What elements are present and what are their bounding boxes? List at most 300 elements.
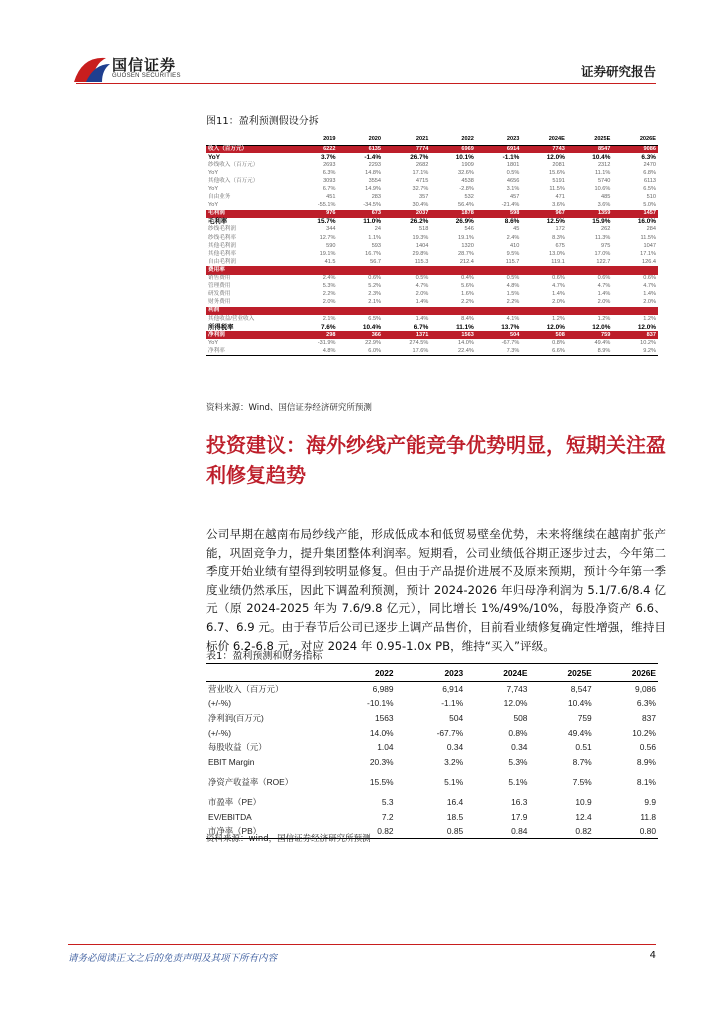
table-cell: 3554 [368, 177, 382, 184]
table-cell: 12.5% [546, 218, 565, 226]
table-cell: 11.8 [640, 811, 656, 822]
table-cell: 2682 [415, 161, 429, 168]
table-row [206, 323, 658, 331]
table-row [206, 242, 658, 250]
page-number: 4 [649, 950, 656, 961]
table-cell: -31.9% [317, 339, 336, 346]
table-cell: 7.5% [572, 777, 592, 788]
row-label: 其他毛利率 [208, 250, 236, 257]
table-cell: 2312 [597, 161, 611, 168]
table-cell: 5.6% [461, 283, 474, 290]
table-cell: 14.8% [365, 169, 382, 176]
row-label: 市净率（PB） [206, 824, 326, 839]
table-cell: 284 [646, 226, 656, 233]
table-cell: 14.0% [369, 727, 394, 738]
table-cell: 0.84 [465, 824, 529, 839]
table-cell: 18.5 [446, 811, 464, 822]
table-row [206, 202, 658, 210]
column-header [206, 135, 292, 145]
table-cell: 115.7 [505, 258, 520, 265]
table-cell: 6,989 [372, 684, 394, 695]
table-cell: 508 [521, 331, 567, 339]
table-cell: 0.8% [552, 339, 565, 346]
row-label: YoY [208, 169, 219, 176]
table-cell: 1371 [383, 331, 430, 339]
row-label: (+/-%) [208, 698, 232, 709]
table-cell: 4.7% [415, 283, 429, 290]
table-row [206, 210, 658, 218]
row-label: 净资产收益率（ROE） [208, 777, 294, 788]
row-label: 净利率 [206, 347, 292, 355]
table-cell: 262 [601, 226, 611, 233]
table-cell: 4715 [415, 177, 429, 184]
table-cell: 357 [418, 194, 429, 201]
row-label: YoY [208, 202, 219, 209]
row-label: EV/EBITDA [208, 811, 252, 822]
table-cell: 975 [601, 242, 611, 249]
table-cell: 6914 [476, 145, 522, 153]
table-cell: 29.8% [412, 250, 429, 257]
table-cell: 0.51 [575, 742, 592, 753]
table-cell [476, 307, 522, 315]
table-row [206, 682, 658, 697]
table-cell: 12.0% [637, 323, 656, 331]
table-cell: 6,914 [442, 684, 464, 695]
table-cell: 3.6% [552, 202, 565, 209]
table-cell: 9.9 [644, 797, 656, 808]
table-row [206, 315, 658, 323]
table-cell: 976 [292, 210, 338, 218]
table-cell: 4538 [461, 177, 474, 184]
report-type: 证券研究报告 [580, 64, 656, 79]
table-cell: 26.2% [410, 218, 429, 226]
table-row [206, 769, 658, 795]
table-cell [383, 307, 430, 315]
table-cell: 17.1% [640, 250, 656, 257]
column-header: 2025E [567, 135, 613, 145]
table-cell: 485 [601, 194, 611, 201]
table-cell: 17.0% [594, 250, 611, 257]
table-cell: 2.4% [506, 234, 520, 241]
table-cell: 10.4% [362, 323, 382, 331]
table-cell: 8.9% [567, 347, 613, 355]
table-cell: 4.7% [597, 283, 611, 290]
table-cell: 518 [418, 226, 429, 233]
table-cell: 7.3% [476, 347, 522, 355]
table-row [206, 347, 658, 355]
column-header: 2021 [383, 135, 430, 145]
table-cell: 593 [371, 242, 382, 249]
table-cell: 2081 [552, 161, 565, 168]
table-cell [338, 266, 384, 274]
table-cell: 26.9% [455, 218, 474, 226]
table-cell: -67.7% [501, 339, 520, 346]
table-cell: 1878 [430, 210, 476, 218]
table-cell: 0.80 [594, 824, 658, 839]
table-cell: 837 [642, 712, 656, 723]
table-cell: 2.2% [322, 291, 336, 298]
table-cell: -21.4% [501, 202, 520, 209]
footer-divider [68, 944, 656, 945]
table-cell: 12.0% [503, 698, 528, 709]
table-cell: 0.6% [597, 275, 611, 282]
table-row [206, 234, 658, 242]
table-cell: 9.2% [612, 347, 658, 355]
table-cell: 675 [555, 242, 565, 249]
table-cell: 8.3% [552, 234, 565, 241]
row-label: 管理费用 [208, 283, 231, 290]
table-header-row [206, 135, 658, 145]
table-cell: 15.7% [317, 218, 336, 226]
table-cell: 1.4% [597, 291, 611, 298]
table-cell: 13.0% [549, 250, 565, 257]
table-cell: 7,743 [506, 684, 528, 695]
table-cell: 49.4% [567, 727, 592, 738]
table-row [206, 291, 658, 299]
column-header: 2022 [326, 664, 396, 682]
table-cell: 1.2% [552, 315, 565, 322]
table-cell: 451 [326, 194, 336, 201]
table-cell: 17.9 [511, 811, 528, 822]
column-header: 2024E [465, 664, 529, 682]
table-cell: 0.6% [643, 275, 656, 282]
table-cell: 5.2% [368, 283, 382, 290]
row-label: 自由业务 [208, 194, 231, 201]
table-row [206, 754, 658, 769]
row-label: 净利润 [206, 331, 292, 339]
table-cell: 0.82 [529, 824, 593, 839]
table-row [206, 307, 658, 315]
table-cell: 115.3 [414, 258, 429, 265]
table-cell: 457 [510, 194, 520, 201]
table-cell: 4.7% [552, 283, 565, 290]
table-cell: 759 [567, 331, 613, 339]
table-cell: 9,086 [635, 684, 656, 695]
table-cell: -55.1% [317, 202, 336, 209]
table-cell: 1320 [461, 242, 474, 249]
table-cell: 504 [476, 331, 522, 339]
table-cell: 14.0% [457, 339, 474, 346]
table-cell: 15.6% [549, 169, 565, 176]
table-cell: 13.7% [501, 323, 520, 331]
table-cell: 2.0% [322, 299, 336, 306]
table-cell: 5.3% [322, 283, 336, 290]
table-cell: 3.2% [444, 756, 464, 767]
row-label: 其他收益/营业收入 [208, 315, 255, 322]
table-cell: 8.1% [636, 777, 656, 788]
table-cell [292, 307, 338, 315]
table-row [206, 177, 658, 185]
table-cell: 17.1% [412, 169, 429, 176]
table-cell: 673 [338, 210, 384, 218]
table-cell: 298 [292, 331, 338, 339]
row-label: YoY [208, 153, 220, 161]
table-cell: 19.1% [457, 234, 474, 241]
table-cell: 56.4% [457, 202, 474, 209]
table-cell: 5.1% [444, 777, 464, 788]
table-cell: 126.4 [642, 258, 656, 265]
table-cell: -67.7% [436, 727, 464, 738]
table-cell: 1.5% [506, 291, 520, 298]
row-label: YoY [208, 339, 219, 346]
table-cell: 1.6% [461, 291, 474, 298]
table-cell: 7743 [521, 145, 567, 153]
table-cell: 11.0% [363, 218, 382, 226]
table-cell: 2.2% [506, 299, 520, 306]
table-cell: 26.7% [410, 153, 429, 161]
table-cell: 1.1% [368, 234, 382, 241]
table-cell: 967 [521, 210, 567, 218]
table-header-row [206, 664, 658, 682]
table-cell: 3.6% [597, 202, 611, 209]
table-cell: 17.6% [383, 347, 430, 355]
table-cell: 6.3% [322, 169, 336, 176]
table-cell: -1.1% [441, 698, 464, 709]
table-cell [476, 266, 522, 274]
column-header: 2024E [521, 135, 567, 145]
logo-english-name: GUOSEN SECURITIES [112, 73, 181, 79]
column-header: 2026E [594, 664, 658, 682]
table-cell: 1404 [415, 242, 429, 249]
table-cell: -34.5% [363, 202, 382, 209]
table-cell: 274.5% [409, 339, 429, 346]
table-cell: 5.1% [508, 777, 528, 788]
table-cell: 0.82 [326, 824, 396, 839]
table-cell [612, 266, 658, 274]
table-cell: -1.1% [502, 153, 520, 161]
table-cell: 11.3% [594, 234, 611, 241]
column-header: 2026E [612, 135, 658, 145]
table-cell: 212.4 [459, 258, 474, 265]
row-label: 纱线毛利率 [208, 234, 236, 241]
page-header [0, 0, 724, 100]
row-label: 自由毛利润 [208, 258, 236, 265]
table-cell: 12.0% [546, 153, 565, 161]
table-cell: 41.5 [324, 258, 336, 265]
table-cell: 532 [464, 194, 474, 201]
table-row [206, 331, 658, 339]
table-cell: 10.6% [594, 186, 611, 193]
table-cell [292, 266, 338, 274]
table-cell: 590 [326, 242, 336, 249]
table-row [206, 169, 658, 177]
table-cell: 5.3% [508, 756, 528, 767]
row-label: 其他收入（百万元） [208, 177, 259, 184]
table-cell: 10.2% [640, 339, 656, 346]
table-cell: 12.0% [546, 323, 565, 331]
table-cell: 122.7 [596, 258, 611, 265]
table-cell: 7774 [383, 145, 430, 153]
table-cell: 0.5% [415, 275, 429, 282]
table-row [206, 275, 658, 283]
table-cell: 8.7% [572, 756, 592, 767]
table-cell: 8.4% [461, 315, 474, 322]
table-cell: 5740 [597, 177, 611, 184]
table-cell: 7.2 [381, 811, 394, 822]
table-row [206, 194, 658, 202]
table-cell: 4.7% [643, 283, 656, 290]
column-header [206, 664, 326, 682]
table-cell: 10.2% [632, 727, 656, 738]
table-cell: 0.56 [639, 742, 656, 753]
table-cell: -1.4% [364, 153, 382, 161]
table-cell: 1.2% [643, 315, 656, 322]
table-cell: 2.0% [643, 299, 656, 306]
table-cell: 0.5% [506, 169, 520, 176]
table-row [206, 266, 658, 274]
table-cell: 1359 [567, 210, 613, 218]
table-cell: 22.4% [430, 347, 476, 355]
row-label: 销售费用 [208, 275, 231, 282]
table-cell: 30.4% [412, 202, 429, 209]
table-cell: 56.7 [370, 258, 382, 265]
table-cell: 4.8% [506, 283, 520, 290]
table-cell: 5191 [552, 177, 565, 184]
column-header: 2022 [430, 135, 476, 145]
table-cell: 32.6% [457, 169, 474, 176]
table-cell: 3.1% [506, 186, 520, 193]
table-cell: 7.6% [320, 323, 336, 331]
table-cell [567, 307, 613, 315]
table-cell: 10.4% [592, 153, 611, 161]
table-cell: 2.1% [368, 299, 382, 306]
row-label: 所得税率 [208, 323, 234, 331]
table-cell: 1801 [506, 161, 520, 168]
table-cell: 45 [513, 226, 520, 233]
table-cell: 1563 [374, 712, 394, 723]
investment-advice-paragraph: 公司早期在越南布局纱线产能，形成低成本和低贸易壁垒优势，未来将继续在越南扩张产能，巩固竞争力，提升集团整体利润率。短期看，公司业绩低谷期正逐步过去，今年第二季度开始业绩有望得到较明显修复。但由于产品提价进展不及原来预期，预计今年第一季度业绩仍然承压，因此下调盈利预测，预计 2024-2026 年归母净利润为 5.1/7.6/8.4 亿元（原 2024-2025 年为 7.6/9.8 亿元），同比增长 1%/49%/10%，每股净资产 6.6、6.7、6.9 元。由于春节后公司已逐步上调产品售价，目前看业绩修复确定性增强，维持目标价 6.2-6.8 元，对应 2024 年 0.95-1.0x PB，维持“买入”评级。 [206, 527, 666, 653]
table-cell: 410 [510, 242, 520, 249]
table-cell: 11.1% [594, 169, 611, 176]
table-row [206, 283, 658, 291]
table-cell: 15.9% [592, 218, 611, 226]
table-row [206, 339, 658, 347]
table-cell: 2.2% [461, 299, 474, 306]
table-1-title: 表1：盈利预测和财务指标 [206, 651, 323, 662]
table-cell: 1909 [461, 161, 474, 168]
column-header: 2020 [338, 135, 384, 145]
table-1-source: 资料来源：wind，国信证券经济研究所预测 [206, 834, 371, 844]
column-header: 2023 [476, 135, 522, 145]
financial-indicator-table [206, 663, 658, 839]
table-row [206, 696, 658, 711]
table-cell: 3.7% [320, 153, 336, 161]
table-cell: 2.0% [552, 299, 565, 306]
table-cell: 16.4 [446, 797, 464, 808]
table-cell: 6.5% [643, 186, 656, 193]
column-header: 2019 [292, 135, 338, 145]
table-cell: 9.5% [506, 250, 520, 257]
row-label: 毛利率 [208, 218, 228, 226]
table-row [206, 740, 658, 755]
column-header: 2023 [396, 664, 466, 682]
row-label: 财务费用 [208, 299, 231, 306]
table-cell: 11.1% [456, 323, 474, 331]
table-cell: 14.9% [365, 186, 382, 193]
table-cell [612, 307, 658, 315]
table-cell: 3093 [323, 177, 336, 184]
table-cell: 28.7% [457, 250, 474, 257]
row-label: (+/-%) [208, 727, 232, 738]
table-cell: 6.6% [521, 347, 567, 355]
row-label: 费用率 [206, 266, 292, 274]
table-cell: 6.7% [413, 323, 429, 331]
table-row [206, 258, 658, 266]
figure-11-title: 图11：盈利预测假设分拆 [206, 116, 319, 127]
table-cell: 546 [464, 226, 474, 233]
table-cell: 19.1% [319, 250, 336, 257]
table-cell: 508 [513, 712, 528, 723]
table-cell: 1563 [430, 331, 476, 339]
section-heading: 投资建议：海外纱线产能竞争优势明显，短期关注盈利修复趋势 [206, 433, 666, 487]
table-cell: 1.4% [415, 315, 429, 322]
table-cell: 510 [646, 194, 656, 201]
table-cell: 4.1% [506, 315, 520, 322]
table-cell: -2.8% [459, 186, 474, 193]
table-cell: 1.4% [643, 291, 656, 298]
row-label: YoY [208, 186, 219, 193]
table-cell: 1.4% [552, 291, 565, 298]
row-label: 收入（百万元） [206, 145, 292, 153]
table-cell: 2.3% [368, 291, 382, 298]
figure-11-source: 资料来源：Wind、国信证券经济研究所预测 [206, 403, 372, 413]
table-cell: 24 [374, 226, 382, 233]
table-cell: 20.3% [369, 756, 394, 767]
row-label: 毛利润 [206, 210, 292, 218]
table-cell: 6969 [430, 145, 476, 153]
table-cell: 837 [612, 331, 658, 339]
table-cell: 6113 [643, 177, 656, 184]
table-cell: 172 [555, 226, 565, 233]
table-cell: 1047 [643, 242, 656, 249]
table-cell [430, 266, 476, 274]
row-label: 营业收入（百万元） [208, 684, 284, 695]
table-cell: 0.34 [446, 742, 464, 753]
table-cell: 12.4 [575, 811, 592, 822]
table-cell: 0.34 [511, 742, 528, 753]
table-row [206, 161, 658, 169]
table-cell: 6135 [338, 145, 384, 153]
table-cell: 11.5% [640, 234, 656, 241]
table-cell: 1.2% [597, 315, 611, 322]
row-label: 净利润(百万元) [208, 712, 264, 723]
table-cell: 8547 [567, 145, 613, 153]
row-label: EBIT Margin [208, 756, 255, 767]
table-cell: 6.8% [643, 169, 656, 176]
table-row [206, 725, 658, 740]
table-cell: 6.7% [322, 186, 336, 193]
table-cell: 8.9% [636, 756, 656, 767]
table-row [206, 250, 658, 258]
table-row [206, 185, 658, 193]
table-cell: 12.0% [592, 323, 611, 331]
table-cell: 6.5% [368, 315, 382, 322]
logo-name: 国信证券 [112, 56, 177, 74]
table-cell [521, 307, 567, 315]
table-cell: 5.0% [643, 202, 656, 209]
table-cell: 11.5% [549, 186, 565, 193]
table-cell: 0.5% [506, 275, 520, 282]
table-row [206, 218, 658, 226]
table-cell: 10.9 [575, 797, 592, 808]
row-label: 纱线毛利润 [208, 226, 236, 233]
table-cell: 19.3% [412, 234, 429, 241]
table-cell: -10.1% [367, 698, 394, 709]
table-cell: 283 [371, 194, 382, 201]
table-cell [567, 266, 613, 274]
table-cell: 0.8% [508, 727, 528, 738]
column-header: 2025E [529, 664, 593, 682]
